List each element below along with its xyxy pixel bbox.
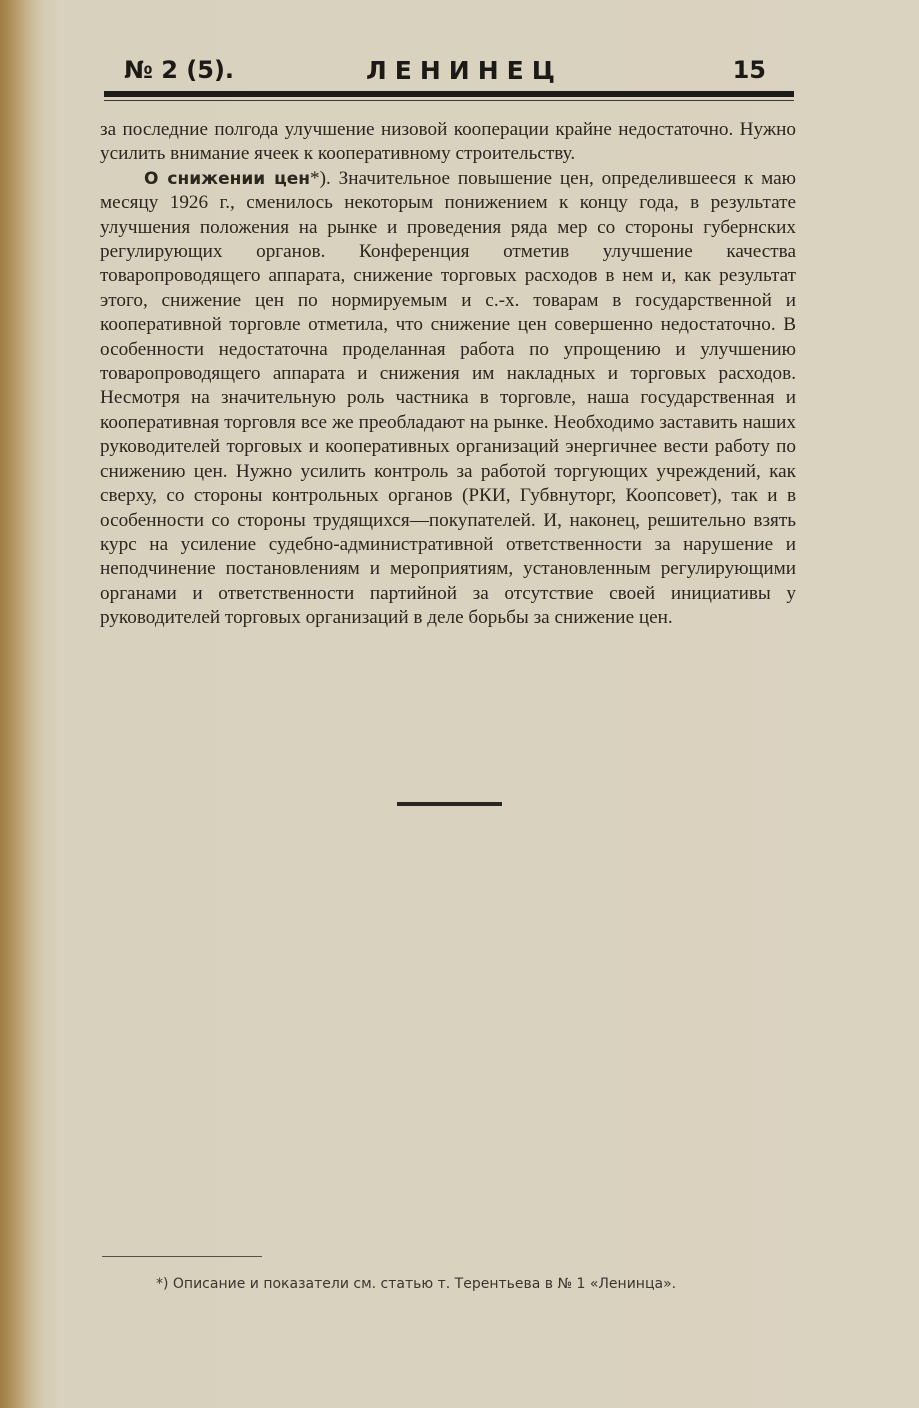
- issue-number: № 2 (5).: [124, 56, 235, 84]
- paragraph-cooperation: за последние полгода улучшение низовой кооперации крайне недостаточно. Нужно усилить внимание ячеек к кооперативному строительству.: [100, 119, 796, 165]
- paragraph-prices: [100, 167, 796, 631]
- paragraph-prices-text: Значительное повышение цен, определившееся к маю месяцу 1926 г., сменилось некоторым понижением к концу года, в результате улучшения положения на рынке и проведения ряда мер со стороны губернских регулирующих органов. Конференция отметив улучшение качества товаропроводящего аппарата, снижение торговых расходов в нем и, как результат этого, снижение цен по нормируемым и с.-х. товарам в государственной и кооперативной торговле отметила, что снижение цен совершенно недостаточно. В особенности недостаточна проделанная работа по упрощению и улучшению товаропроводящего аппарата и снижения им накладных и торговых расходов. Несмотря на значительную роль частника в торговле, наша государственная и кооперативная торговля все же преобладают на рынке. Необходимо заставить наших руководителей торговых и кооперативных организаций энергичнее вести работу по снижению цен. Нужно усилить контроль за работой торгующих учреждений, как сверху, со стороны контрольных органов (РКИ, Губвнуторг, Коопсовет), так и в особенности со стороны трудящихся—покупателей. И, наконец, решительно взять курс на усиление судебно-административной ответственности за нарушение и неподчинение постановлениям и мероприятиям, установленным регулирующими органами и ответственности партийной за отсутствие своей инициативы у руководителей торговых организаций в деле борьбы за снижение цен.: [100, 167, 797, 629]
- footnote: *) Описание и показатели см. статью т. Терентьева в № 1 «Ленинца».: [156, 1276, 677, 1292]
- page-number: 15: [732, 56, 766, 84]
- spine-shadow: [0, 0, 44, 1408]
- footnote-marker: *).: [310, 167, 339, 189]
- header-rule-thin: [104, 100, 794, 101]
- masthead-title: ЛЕНИНЕЦ: [366, 56, 563, 85]
- article-body: [100, 118, 796, 631]
- page-header: [104, 56, 794, 86]
- section-heading-prices: О снижении цен: [144, 168, 311, 189]
- footnote-separator: [102, 1256, 262, 1257]
- article-end-rule: [397, 802, 502, 806]
- header-rule-thick: [104, 91, 794, 97]
